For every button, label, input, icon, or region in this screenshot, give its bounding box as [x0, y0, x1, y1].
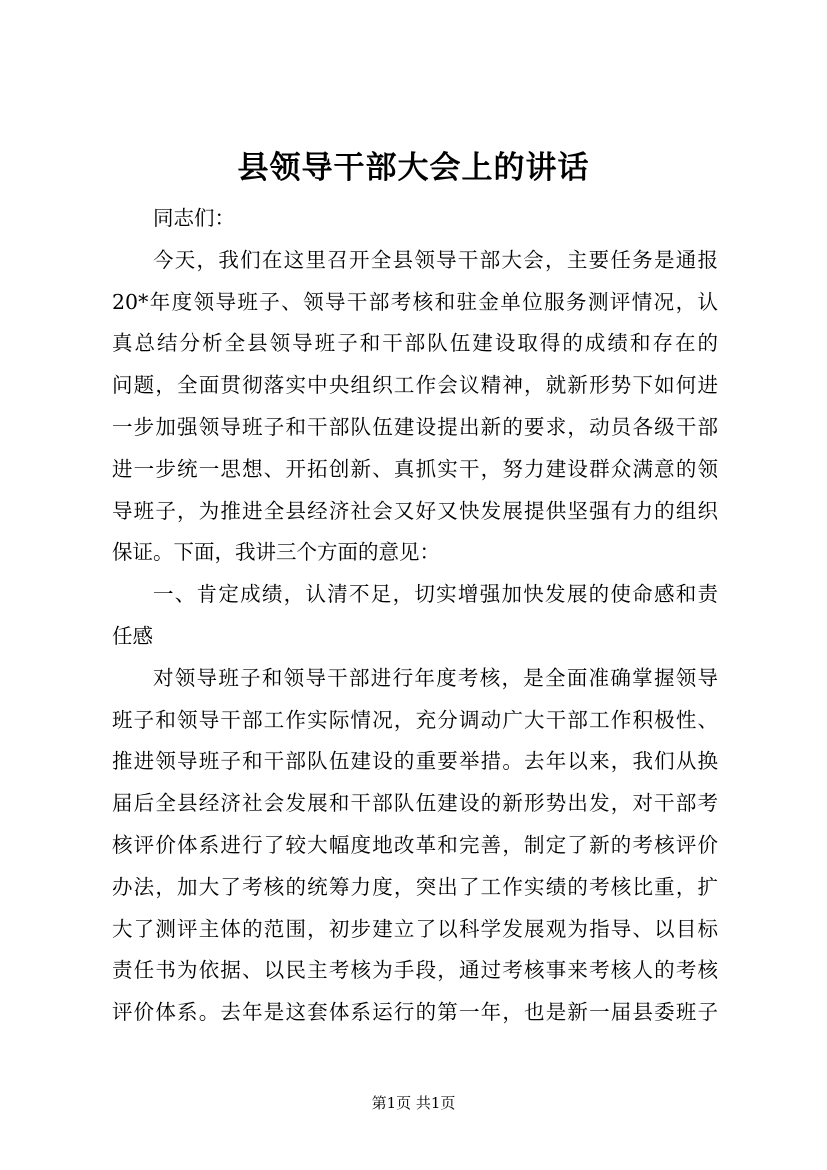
paragraph-line: 20*年度领导班子、领导干部考核和驻金单位服务测评情况，认: [112, 289, 718, 314]
paragraph-line: 核评价体系进行了较大幅度地改革和完善，制定了新的考核评价: [112, 832, 718, 857]
paragraph-line: 一步加强领导班子和干部队伍建设提出新的要求，动员各级干部: [112, 414, 718, 439]
document-body: [112, 198, 718, 1034]
document-title: 县领导干部大会上的讲话: [237, 150, 590, 186]
paragraph-line: 办法，加大了考核的统筹力度，突出了工作实绩的考核比重，扩: [112, 874, 718, 899]
section-heading-line: 任感: [112, 623, 153, 648]
page-number: 第1页 共1页: [371, 1094, 456, 1112]
paragraph-line: 届后全县经济社会发展和干部队伍建设的新形势出发，对干部考: [112, 791, 718, 816]
paragraph-line: 对领导班子和领导干部进行年度考核，是全面准确掌握领导: [153, 665, 718, 690]
paragraph-line: 责任书为依据、以民主考核为手段，通过考核事来考核人的考核: [112, 958, 718, 983]
paragraph-line: 保证。下面，我讲三个方面的意见：: [112, 540, 440, 565]
paragraph-line: 问题，全面贯彻落实中央组织工作会议精神，就新形势下如何进: [112, 373, 718, 398]
paragraph-line: 班子和领导干部工作实际情况，充分调动广大干部工作积极性、: [112, 707, 718, 732]
salutation: 同志们：: [153, 206, 235, 230]
paragraph-line: 导班子，为推进全县经济社会又好又快发展提供坚强有力的组织: [112, 498, 718, 523]
paragraph-line: 今天，我们在这里召开全县领导干部大会，主要任务是通报: [153, 247, 718, 272]
paragraph-line: 评价体系。去年是这套体系运行的第一年，也是新一届县委班子: [112, 1000, 718, 1025]
section-heading-line: 一、肯定成绩，认清不足，切实增强加快发展的使命感和责: [153, 582, 718, 607]
paragraph-line: 大了测评主体的范围，初步建立了以科学发展观为指导、以目标: [112, 916, 718, 941]
paragraph-line: 推进领导班子和干部队伍建设的重要举措。去年以来，我们从换: [112, 749, 718, 774]
paragraph-line: 进一步统一思想、开拓创新、真抓实干，努力建设群众满意的领: [112, 456, 718, 481]
paragraph-line: 真总结分析全县领导班子和干部队伍建设取得的成绩和存在的: [112, 331, 718, 356]
